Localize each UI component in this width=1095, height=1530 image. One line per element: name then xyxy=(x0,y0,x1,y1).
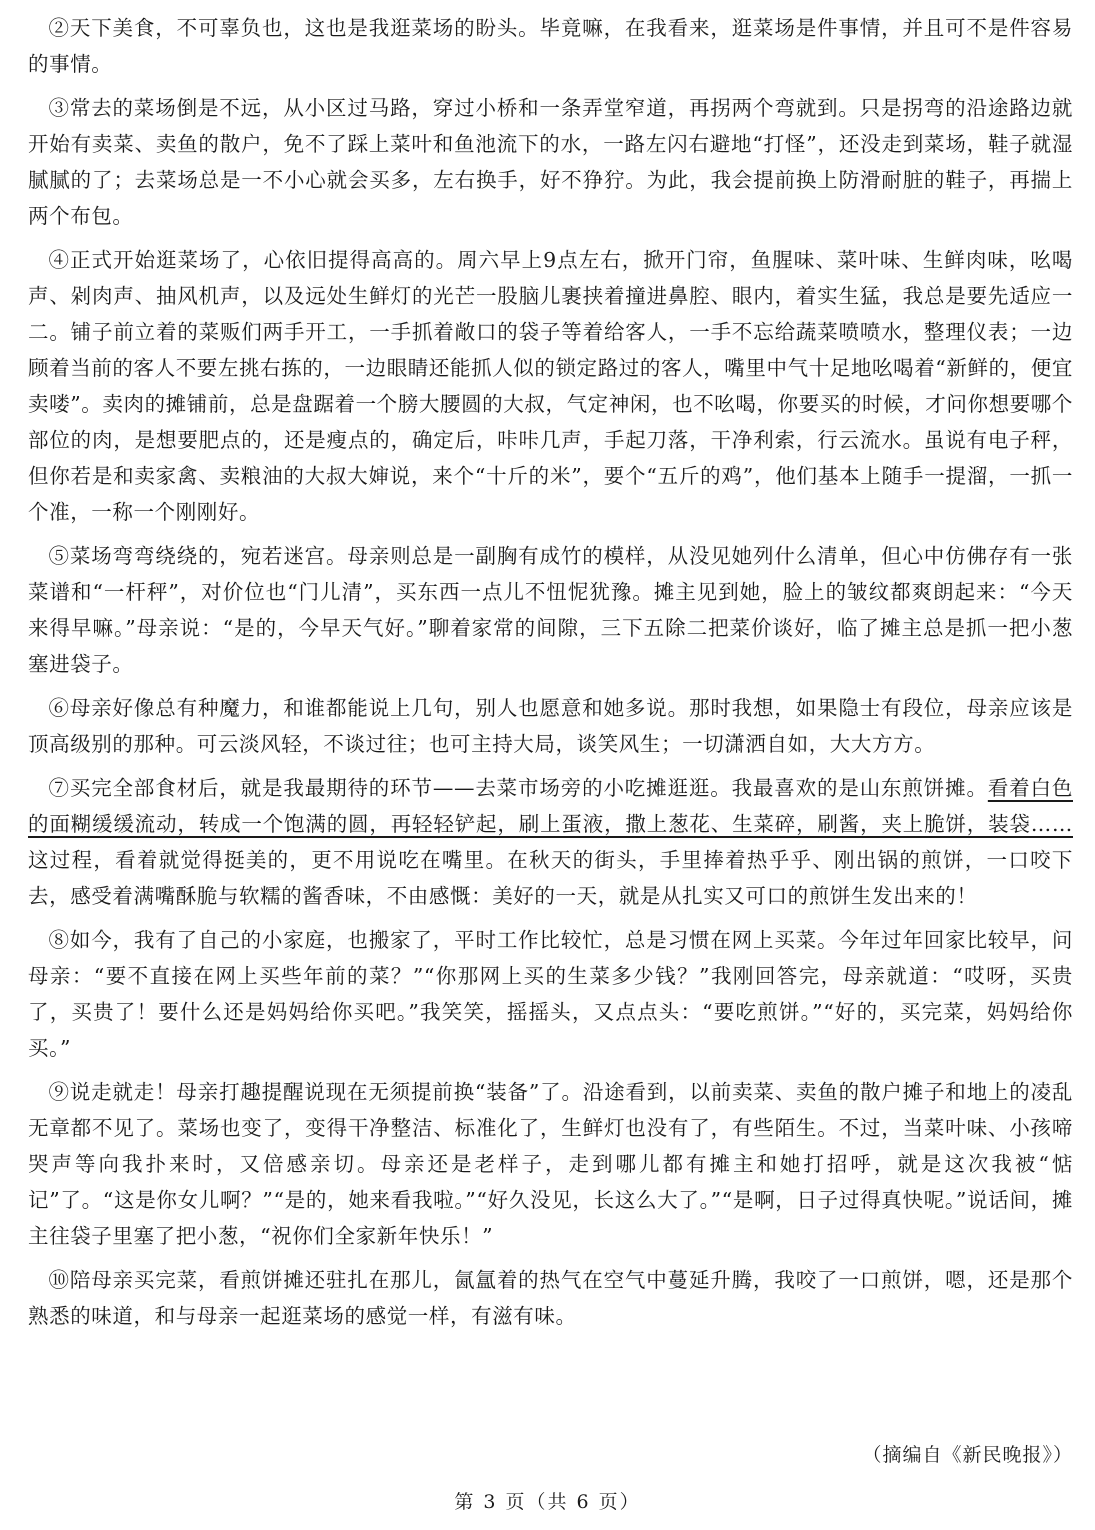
paragraph-4: ④正式开始逛菜场了，心依旧提得高高的。周六早上9点左右，掀开门帘，鱼腥味、菜叶味、生鲜肉味，吆喝声、剁肉声、抽风机声，以及远处生鲜灯的光芒一股脑儿裹挟着撞进鼻腔、眼内，着实生猛，我总是要先适应一二。铺子前立着的菜贩们两手开工，一手抓着敞口的袋子等着给客人，一手不忘给蔬菜喷喷水，整理仪表；一边顾着当前的客人不要左挑右拣的，一边眼睛还能抓人似的锁定路过的客人，嘴里中气十足地吆喝着“新鲜的，便宜卖喽”。卖肉的摊铺前，总是盘踞着一个膀大腰圆的大叔，气定神闲，也不吆喝，你要买的时候，才问你想要哪个部位的肉，是想要肥点的，还是瘦点的，确定后，咔咔几声，手起刀落，干净利索，行云流水。虽说有电子秤，但你若是和卖家禽、卖粮油的大叔大婶说，来个“十斤的米”，要个“五斤的鸡”，他们基本上随手一提溜，一抓一个准，一称一个刚刚好。 xyxy=(28,248,1073,524)
underlined-sentence: 看着白色的面糊缓缓流动，转成一个饱满的圆，再轻轻铲起，刷上蛋液，撒上葱花、生菜碎，刷酱，夹上脆饼，装袋…… xyxy=(28,776,1073,836)
page-number: 第 3 页（共 6 页） xyxy=(454,1491,641,1513)
paragraph-3: ③常去的菜场倒是不远，从小区过马路，穿过小桥和一条弄堂窄道，再拐两个弯就到。只是拐弯的沿途路边就开始有卖菜、卖鱼的散户，免不了踩上菜叶和鱼池流下的水，一路左闪右避地“打怪”，还没走到菜场，鞋子就湿腻腻的了；去菜场总是一不小心就会买多，左右换手，好不狰狞。为此，我会提前换上防滑耐脏的鞋子，再揣上两个布包。 xyxy=(28,96,1073,228)
paragraph-7-lead: ⑦买完全部食材后，就是我最期待的环节——去菜市场旁的小吃摊逛逛。我最喜欢的是山东煎饼摊。 xyxy=(48,776,988,800)
paragraph-7-tail: 这过程，看着就觉得挺美的，更不用说吃在嘴里。在秋天的街头，手里捧着热乎乎、刚出锅的煎饼，一口咬下去，感受着满嘴酥脆与软糯的酱香味，不由感慨：美好的一天，就是从扎实又可口的煎饼生发出来的！ xyxy=(28,848,1073,908)
article-body xyxy=(28,10,1073,1342)
paragraph-2: ②天下美食，不可辜负也，这也是我逛菜场的盼头。毕竟嘛，在我看来，逛菜场是件事情，并且可不是件容易的事情。 xyxy=(28,16,1073,76)
paragraph-7 xyxy=(28,770,1073,914)
paragraph-10: ⑩陪母亲买完菜，看煎饼摊还驻扎在那儿，氤氲着的热气在空气中蔓延升腾，我咬了一口煎饼，嗯，还是那个熟悉的味道，和与母亲一起逛菜场的感觉一样，有滋有味。 xyxy=(28,1268,1073,1328)
paragraph-5: ⑤菜场弯弯绕绕的，宛若迷宫。母亲则总是一副胸有成竹的模样，从没见她列什么清单，但心中仿佛存有一张菜谱和“一杆秤”，对价位也“门儿清”，买东西一点儿不忸怩犹豫。摊主见到她，脸上的皱纹都爽朗起来：“今天来得早嘛。”母亲说：“是的，今早天气好。”聊着家常的间隙，三下五除二把菜价谈好，临了摊主总是抓一把小葱塞进袋子。 xyxy=(28,544,1073,676)
paragraph-6: ⑥母亲好像总有种魔力，和谁都能说上几句，别人也愿意和她多说。那时我想，如果隐士有段位，母亲应该是顶高级别的那种。可云淡风轻，不谈过往；也可主持大局，谈笑风生；一切潇洒自如，大大方方。 xyxy=(28,696,1073,756)
paragraph-9: ⑨说走就走！母亲打趣提醒说现在无须提前换“装备”了。沿途看到，以前卖菜、卖鱼的散户摊子和地上的凌乱无章都不见了。菜场也变了，变得干净整洁、标准化了，生鲜灯也没有了，有些陌生。不过，当菜叶味、小孩啼哭声等向我扑来时，又倍感亲切。母亲还是老样子，走到哪儿都有摊主和她打招呼，就是这次我被“惦记”了。“这是你女儿啊？”“是的，她来看我啦。”“好久没见，长这么大了。”“是啊，日子过得真快呢。”说话间，摊主往袋子里塞了把小葱，“祝你们全家新年快乐！” xyxy=(28,1080,1073,1248)
source-citation: （摘编自《新民晚报》） xyxy=(862,1444,1073,1466)
paragraph-8: ⑧如今，我有了自己的小家庭，也搬家了，平时工作比较忙，总是习惯在网上买菜。今年过年回家比较早，问母亲：“要不直接在网上买些年前的菜？”“你那网上买的生菜多少钱？”我刚回答完，母亲就道：“哎呀，买贵了，买贵了！要什么还是妈妈给你买吧。”我笑笑，摇摇头，又点点头：“要吃煎饼。”“好的，买完菜，妈妈给你买。” xyxy=(28,928,1073,1060)
